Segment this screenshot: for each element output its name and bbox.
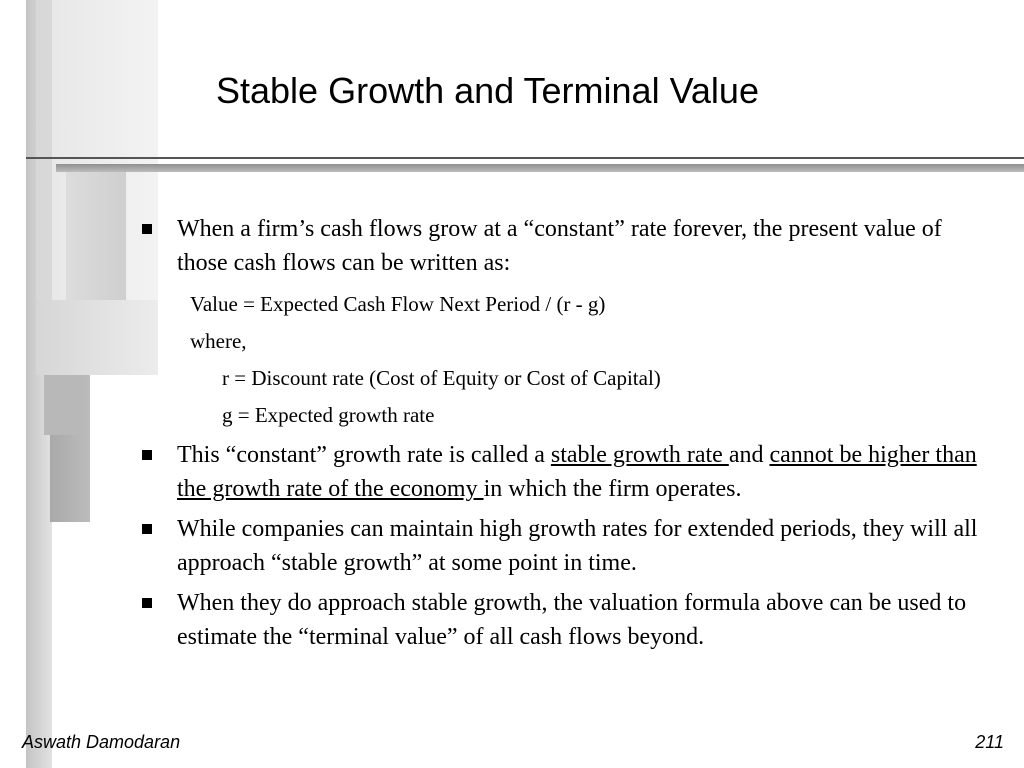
footer-author: Aswath Damodaran	[22, 732, 181, 752]
title-divider-shadow	[56, 164, 1024, 172]
bullet-square-icon	[142, 524, 152, 534]
bullet-item	[140, 438, 990, 506]
page-number: 211	[975, 732, 1004, 752]
slide-body	[140, 212, 990, 660]
bullet-square-icon	[142, 450, 152, 460]
underlined-term: stable growth rate	[550, 442, 729, 468]
bullet-square-icon	[142, 598, 152, 608]
r-definition: r = Discount rate (Cost of Equity or Cost of Capital)	[222, 366, 661, 390]
bullet-text: When a firm’s cash flows grow at a “constant” rate forever, the present value of those cash flows can be written as:	[177, 216, 942, 276]
bullet-item	[140, 586, 990, 654]
bullet-item	[140, 512, 990, 580]
title-divider	[26, 157, 1024, 159]
bullet-square-icon	[142, 224, 152, 234]
where-line: where,	[190, 329, 247, 353]
bullet-item	[140, 212, 990, 280]
bullet-text: When they do approach stable growth, the valuation formula above can be used to estimate the “terminal value” of all cash flows beyond.	[177, 590, 967, 650]
bullet-text: and	[728, 442, 770, 468]
g-definition: g = Expected growth rate	[222, 403, 435, 427]
underlined-term: cannot be higher than the growth rate of the economy	[177, 442, 977, 502]
decor-bar	[66, 172, 126, 300]
decor-bar	[44, 375, 80, 435]
bullet-text: in which the firm operates.	[483, 476, 742, 502]
bullet-text: While companies can maintain high growth rates for extended periods, they will all approach “stable growth” at some point in time.	[177, 516, 978, 576]
bullet-text: This “constant” growth rate is called a	[177, 442, 551, 468]
formula-line: Value = Expected Cash Flow Next Period / (r - g)	[190, 292, 606, 316]
slide-title: Stable Growth and Terminal Value	[216, 70, 759, 111]
